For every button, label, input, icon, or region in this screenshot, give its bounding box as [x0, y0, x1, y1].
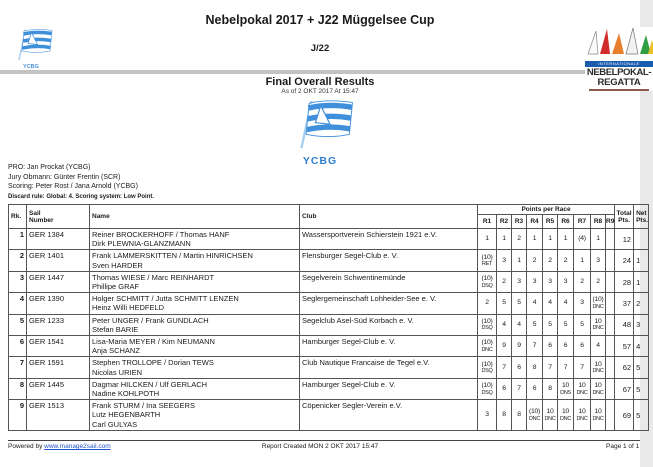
cell-total-points: 37	[615, 293, 634, 314]
race-points: 3	[563, 278, 568, 286]
cell-race-score	[512, 271, 527, 292]
nebelpokal-logo-underline	[589, 89, 649, 91]
cell-race-score	[478, 357, 497, 378]
race-points: (10)	[481, 275, 493, 283]
crew-name: Heinz Willi HEDFELD	[92, 303, 165, 313]
race-points: 4	[517, 320, 521, 328]
table-row	[9, 357, 649, 378]
cell-race-score	[574, 271, 591, 292]
nebelpokal-regatta-logo	[585, 27, 653, 91]
cell-crew-names	[90, 378, 300, 399]
race-points: 1	[596, 235, 600, 243]
cell-race-score	[574, 336, 591, 357]
cell-race-score	[543, 336, 558, 357]
col-header-r4: R4	[527, 215, 543, 229]
cell-total-points: 12	[615, 229, 634, 250]
race-points: 6	[548, 342, 552, 350]
cell-net-points: 4	[634, 336, 649, 357]
race-status-code: DSQ	[481, 389, 493, 396]
crew-name: Lisa-Maria MEYER / Kim NEUMANN	[92, 337, 215, 347]
footer-report-created: Report Created MON 2 OKT 2017 15:47	[261, 443, 379, 450]
cell-race-score	[478, 378, 497, 399]
race-status-code: DNC	[576, 415, 588, 422]
cell-race-score	[497, 250, 512, 271]
cell-race-score	[478, 400, 497, 431]
race-points: 8	[532, 363, 537, 371]
cell-race-score	[497, 271, 512, 292]
col-header-sail-number: Sail Number	[27, 205, 90, 229]
race-points: 10	[578, 382, 586, 390]
table-row	[9, 378, 649, 399]
header-divider	[0, 70, 640, 74]
race-points: 1	[580, 256, 584, 264]
race-points: (10)	[481, 360, 493, 368]
race-points: 3	[502, 256, 506, 264]
results-title: Final Overall Results	[265, 76, 375, 88]
race-points: 5	[548, 320, 552, 328]
race-status-code: DSQ	[481, 368, 493, 375]
cell-race-score	[591, 250, 606, 271]
cell-crew-names	[90, 229, 300, 250]
crew-name: Dirk PLEWNIA-GLANZMANN	[92, 239, 191, 249]
event-title: Nebelpokal 2017 + J22 Müggelsee Cup	[205, 13, 435, 27]
cell-club: Seglergemeinschaft Lohheider-See e. V.	[300, 293, 478, 314]
crew-name: Stefan BARIE	[92, 324, 139, 334]
cell-race-score	[497, 229, 512, 250]
race-points: 10	[546, 408, 554, 416]
cell-race-score	[574, 378, 591, 399]
cell-sail-number: GER 1401	[27, 250, 90, 271]
race-points: 8	[548, 385, 552, 393]
cell-crew-names	[90, 293, 300, 314]
race-officials	[8, 163, 138, 192]
crew-name: Sven HARDER	[92, 260, 143, 270]
cell-race-score	[574, 250, 591, 271]
race-points: 4	[502, 320, 506, 328]
cell-club: Segelverein Schwentinemünde	[300, 271, 478, 292]
crew-name: Phillipe GRAF	[92, 282, 140, 292]
race-status-code: DNC	[592, 325, 604, 332]
cell-race-score	[527, 314, 543, 335]
table-row	[9, 271, 649, 292]
race-status-code: DNC	[592, 415, 604, 422]
cell-race-score	[606, 229, 615, 250]
ycbg-logo-small-label: YCBG	[23, 64, 39, 70]
table-row	[9, 314, 649, 335]
cell-total-points: 57	[615, 336, 634, 357]
cell-race-score	[574, 229, 591, 250]
cell-race-score	[543, 271, 558, 292]
cell-rank: 9	[9, 400, 27, 431]
race-points: 7	[580, 363, 584, 371]
crew-name: Carl GULYAS	[92, 419, 138, 429]
race-status-code: DNC	[544, 415, 556, 422]
crew-name: Frank LAMMERSKITTEN / Martin HINRICHSEN	[92, 251, 253, 261]
col-header-r9: R9	[606, 215, 615, 229]
cell-race-score	[558, 400, 574, 431]
cell-race-score	[512, 250, 527, 271]
race-status-code: DNC	[592, 389, 604, 396]
race-points: 10	[562, 382, 569, 390]
cell-race-score	[512, 336, 527, 357]
cell-race-score	[591, 293, 606, 314]
crew-name: Stephen TROLLOPE / Dorian TEWS	[92, 358, 214, 368]
jury-line: Jury Obmann: Günter Frentin (SCR)	[8, 173, 121, 181]
cell-race-score	[591, 229, 606, 250]
race-points: 9	[517, 342, 521, 350]
crew-name: Peter UNGER / Frank GUNDLACH	[92, 315, 209, 325]
cell-race-score	[497, 293, 512, 314]
cell-total-points: 69	[615, 400, 634, 431]
table-row	[9, 293, 649, 314]
cell-sail-number: GER 1541	[27, 336, 90, 357]
race-points: 4	[596, 342, 600, 350]
race-points: 3	[596, 256, 600, 264]
cell-crew-names	[90, 314, 300, 335]
cell-race-score	[591, 314, 606, 335]
class-name: J/22	[310, 43, 330, 54]
crew-name: Thomas WIESE / Marc REINHARDT	[92, 272, 215, 282]
col-header-total-points: Total Pts.	[615, 205, 634, 229]
pro-line: PRO: Jan Prockat (YCBG)	[8, 164, 91, 171]
cell-race-score	[512, 314, 527, 335]
race-status-code: DNC	[481, 346, 493, 353]
race-points: 3	[517, 278, 521, 286]
cell-net-points: 5	[634, 400, 649, 431]
cell-race-score	[606, 357, 615, 378]
race-points: 2	[596, 278, 600, 286]
col-header-r2: R2	[497, 215, 512, 229]
cell-total-points: 48	[615, 314, 634, 335]
cell-race-score	[574, 314, 591, 335]
cell-rank: 1	[9, 229, 27, 250]
race-points: 1	[532, 235, 537, 243]
cell-race-score	[512, 293, 527, 314]
cell-race-score	[574, 293, 591, 314]
race-points: 6	[532, 385, 537, 393]
cell-sail-number: GER 1513	[27, 400, 90, 431]
cell-sail-number: GER 1384	[27, 229, 90, 250]
race-points: 2	[580, 278, 584, 286]
cell-sail-number: GER 1233	[27, 314, 90, 335]
cell-race-score	[543, 400, 558, 431]
crew-name: Reiner BROCKERHOFF / Thomas HANF	[92, 230, 230, 239]
race-status-code: DSQ	[481, 325, 493, 332]
cell-rank: 4	[9, 293, 27, 314]
cell-club: Club Nautique Francaise de Tegel e.V.	[300, 357, 478, 378]
race-points: 8	[517, 411, 521, 419]
cell-race-score	[558, 250, 574, 271]
ycbg-flag-icon	[9, 48, 53, 65]
cell-race-score	[512, 357, 527, 378]
cell-crew-names	[90, 271, 300, 292]
race-points: (10)	[529, 408, 540, 416]
cell-net-points: 1	[634, 250, 649, 271]
ycbg-logo-center	[278, 100, 362, 167]
col-header-r3: R3	[512, 215, 527, 229]
col-header-r6: R6	[558, 215, 574, 229]
cell-rank: 2	[9, 250, 27, 271]
race-points: 2	[532, 256, 537, 264]
race-points: 10	[594, 317, 602, 325]
race-points: (10)	[481, 317, 493, 325]
col-header-r8: R8	[591, 215, 606, 229]
col-header-club: Club	[300, 205, 478, 229]
cell-race-score	[606, 293, 615, 314]
cell-rank: 7	[9, 357, 27, 378]
race-points: 4	[563, 299, 568, 307]
col-header-r1: R1	[478, 215, 497, 229]
cell-race-score	[527, 271, 543, 292]
cell-net-points: 2	[634, 293, 649, 314]
cell-race-score	[606, 250, 615, 271]
race-points: 5	[502, 299, 506, 307]
ycbg-logo-center-label: YCBG	[302, 155, 338, 167]
race-points: 7	[563, 363, 568, 371]
cell-club: Wassersportverein Schierstein 1921 e.V.	[300, 229, 478, 250]
race-status-code: DNS	[560, 389, 571, 396]
cell-race-score	[543, 357, 558, 378]
discard-rule-line: Discard rule: Global: 4. Scoring system: Low Point.	[8, 194, 155, 200]
cell-race-score	[591, 336, 606, 357]
cell-crew-names	[90, 400, 300, 431]
ycbg-logo-small	[8, 29, 54, 70]
cell-total-points: 67	[615, 378, 634, 399]
cell-race-score	[527, 250, 543, 271]
cell-total-points: 62	[615, 357, 634, 378]
race-points: 1	[548, 235, 552, 243]
cell-race-score	[497, 357, 512, 378]
cell-race-score	[558, 314, 574, 335]
cell-race-score	[478, 250, 497, 271]
cell-race-score	[478, 271, 497, 292]
race-points: 10	[578, 408, 586, 416]
race-points: 1	[485, 235, 489, 243]
race-points: 5	[532, 320, 537, 328]
cell-rank: 8	[9, 378, 27, 399]
cell-race-score	[558, 271, 574, 292]
col-header-points-per-race: Points per Race	[478, 205, 615, 215]
race-points: 5	[517, 299, 521, 307]
race-points: 1	[517, 256, 521, 264]
footer-divider	[8, 440, 640, 441]
cell-net-points: 5	[634, 378, 649, 399]
cell-club: Hamburger Segel-Club e. V.	[300, 336, 478, 357]
ycbg-flag-icon	[286, 137, 354, 154]
race-status-code: DNC	[528, 415, 541, 422]
cell-race-score	[606, 314, 615, 335]
cell-rank: 5	[9, 314, 27, 335]
cell-net-points: 1	[634, 271, 649, 292]
cell-race-score	[574, 357, 591, 378]
table-row	[9, 400, 649, 431]
race-points: 6	[517, 363, 521, 371]
table-row	[9, 229, 649, 250]
cell-net-points: 5	[634, 357, 649, 378]
table-row	[9, 336, 649, 357]
cell-race-score	[527, 293, 543, 314]
race-points: 6	[580, 342, 584, 350]
cell-race-score	[497, 378, 512, 399]
race-status-code: DNC	[559, 415, 572, 422]
cell-race-score	[543, 229, 558, 250]
col-header-r7: R7	[574, 215, 591, 229]
race-points: 4	[548, 299, 552, 307]
cell-race-score	[558, 229, 574, 250]
cell-race-score	[497, 400, 512, 431]
cell-sail-number: GER 1591	[27, 357, 90, 378]
race-points: 8	[502, 411, 506, 419]
race-points: (10)	[481, 339, 493, 347]
cell-race-score	[574, 400, 591, 431]
results-tbody	[9, 229, 649, 431]
scoring-line: Scoring: Peter Rost / Jana Arnold (YCBG)	[8, 183, 138, 190]
sailboats-icon	[585, 43, 653, 60]
cell-crew-names	[90, 250, 300, 271]
cell-race-score	[606, 271, 615, 292]
race-points: 10	[562, 408, 569, 416]
table-row	[9, 250, 649, 271]
cell-net-points	[634, 229, 649, 250]
results-table	[8, 204, 649, 431]
cell-race-score	[527, 378, 543, 399]
cell-race-score	[543, 314, 558, 335]
race-points: 2	[548, 256, 552, 264]
cell-race-score	[512, 229, 527, 250]
race-points: (10)	[481, 253, 493, 261]
crew-name: Nadine KOHLPOTH	[92, 389, 160, 399]
race-points: 5	[563, 320, 568, 328]
crew-name: Lutz HEGENBARTH	[92, 410, 161, 420]
race-points: 3	[548, 278, 552, 286]
race-status-code: DNC	[592, 368, 604, 375]
race-points: 10	[594, 360, 602, 368]
cell-race-score	[558, 378, 574, 399]
cell-race-score	[543, 378, 558, 399]
cell-race-score	[497, 336, 512, 357]
race-points: 2	[563, 256, 568, 264]
race-points: 2	[517, 235, 521, 243]
cell-rank: 6	[9, 336, 27, 357]
cell-race-score	[478, 229, 497, 250]
col-header-name: Name	[90, 205, 300, 229]
cell-race-score	[512, 400, 527, 431]
cell-race-score	[558, 293, 574, 314]
race-points: 5	[580, 320, 584, 328]
cell-race-score	[543, 250, 558, 271]
cell-race-score	[591, 271, 606, 292]
cell-rank: 3	[9, 271, 27, 292]
cell-race-score	[606, 336, 615, 357]
race-points: 3	[485, 411, 489, 419]
cell-club: Flensburger Segel-Club e. V.	[300, 250, 478, 271]
cell-race-score	[527, 229, 543, 250]
cell-race-score	[606, 378, 615, 399]
race-points: 4	[532, 299, 537, 307]
col-header-r5: R5	[543, 215, 558, 229]
cell-race-score	[497, 314, 512, 335]
race-points: 7	[548, 363, 552, 371]
cell-crew-names	[90, 336, 300, 357]
cell-race-score	[527, 336, 543, 357]
cell-race-score	[606, 400, 615, 431]
nebelpokal-logo-line1: NEBELPOKAL-	[586, 67, 652, 78]
race-points: 9	[502, 342, 506, 350]
cell-race-score	[527, 400, 543, 431]
race-points: 3	[580, 299, 584, 307]
race-points: 2	[485, 299, 489, 307]
crew-name: Nicolas URIEN	[92, 367, 143, 377]
results-subtitle: As of 2 OKT 2017 At 15:47	[281, 88, 359, 95]
race-points: 10	[594, 382, 602, 390]
cell-net-points: 3	[634, 314, 649, 335]
col-header-net-points: Net Pts.	[634, 205, 649, 229]
cell-club: Segelclub Asel-Süd Korbach e. V.	[300, 314, 478, 335]
powered-by-text: Powered by	[8, 443, 45, 450]
race-status-code: DNC	[592, 303, 604, 310]
race-points: 3	[532, 278, 537, 286]
crew-name: Anja SCHANZ	[92, 346, 140, 356]
race-status-code: DNC	[576, 389, 588, 396]
cell-crew-names	[90, 357, 300, 378]
col-header-rank: Rk.	[9, 205, 27, 229]
cell-race-score	[478, 293, 497, 314]
nebelpokal-banner-text: INTERNATIONALE	[585, 61, 653, 67]
race-points: 6	[502, 385, 506, 393]
manage2sail-link[interactable]: www.manage2sail.com	[44, 443, 111, 450]
crew-name: Holger SCHMITT / Jutta SCHMITT LENZEN	[92, 294, 239, 304]
race-points: 6	[563, 342, 568, 350]
race-points: 7	[502, 363, 506, 371]
cell-sail-number: GER 1447	[27, 271, 90, 292]
race-points: (4)	[578, 235, 586, 243]
crew-name: Frank STURM / Ina SEEGERS	[92, 401, 195, 411]
cell-race-score	[478, 314, 497, 335]
race-points: 2	[502, 278, 506, 286]
race-status-code: RET	[481, 261, 493, 268]
cell-club: Cöpenicker Segler-Verein e.V.	[300, 400, 478, 431]
race-points: 1	[563, 235, 568, 243]
cell-race-score	[543, 293, 558, 314]
cell-race-score	[527, 357, 543, 378]
footer-page-number: Page 1 of 1	[606, 443, 640, 450]
cell-club: Hamburger Segel-Club e. V.	[300, 378, 478, 399]
race-points: (10)	[592, 296, 604, 304]
race-points: 7	[517, 385, 521, 393]
cell-sail-number: GER 1445	[27, 378, 90, 399]
cell-race-score	[591, 357, 606, 378]
cell-race-score	[512, 378, 527, 399]
race-points: (10)	[481, 382, 493, 390]
cell-race-score	[558, 336, 574, 357]
race-points: 1	[502, 235, 506, 243]
cell-total-points: 24	[615, 250, 634, 271]
nebelpokal-logo-line2: REGATTA	[597, 77, 641, 88]
race-status-code: DSQ	[481, 282, 493, 289]
cell-race-score	[591, 400, 606, 431]
cell-total-points: 28	[615, 271, 634, 292]
cell-race-score	[591, 378, 606, 399]
crew-name: Dagmar HILCKEN / Ulf GERLACH	[92, 379, 208, 389]
race-points: 10	[594, 408, 602, 416]
cell-race-score	[478, 336, 497, 357]
cell-sail-number: GER 1390	[27, 293, 90, 314]
cell-race-score	[558, 357, 574, 378]
race-points: 7	[532, 342, 537, 350]
